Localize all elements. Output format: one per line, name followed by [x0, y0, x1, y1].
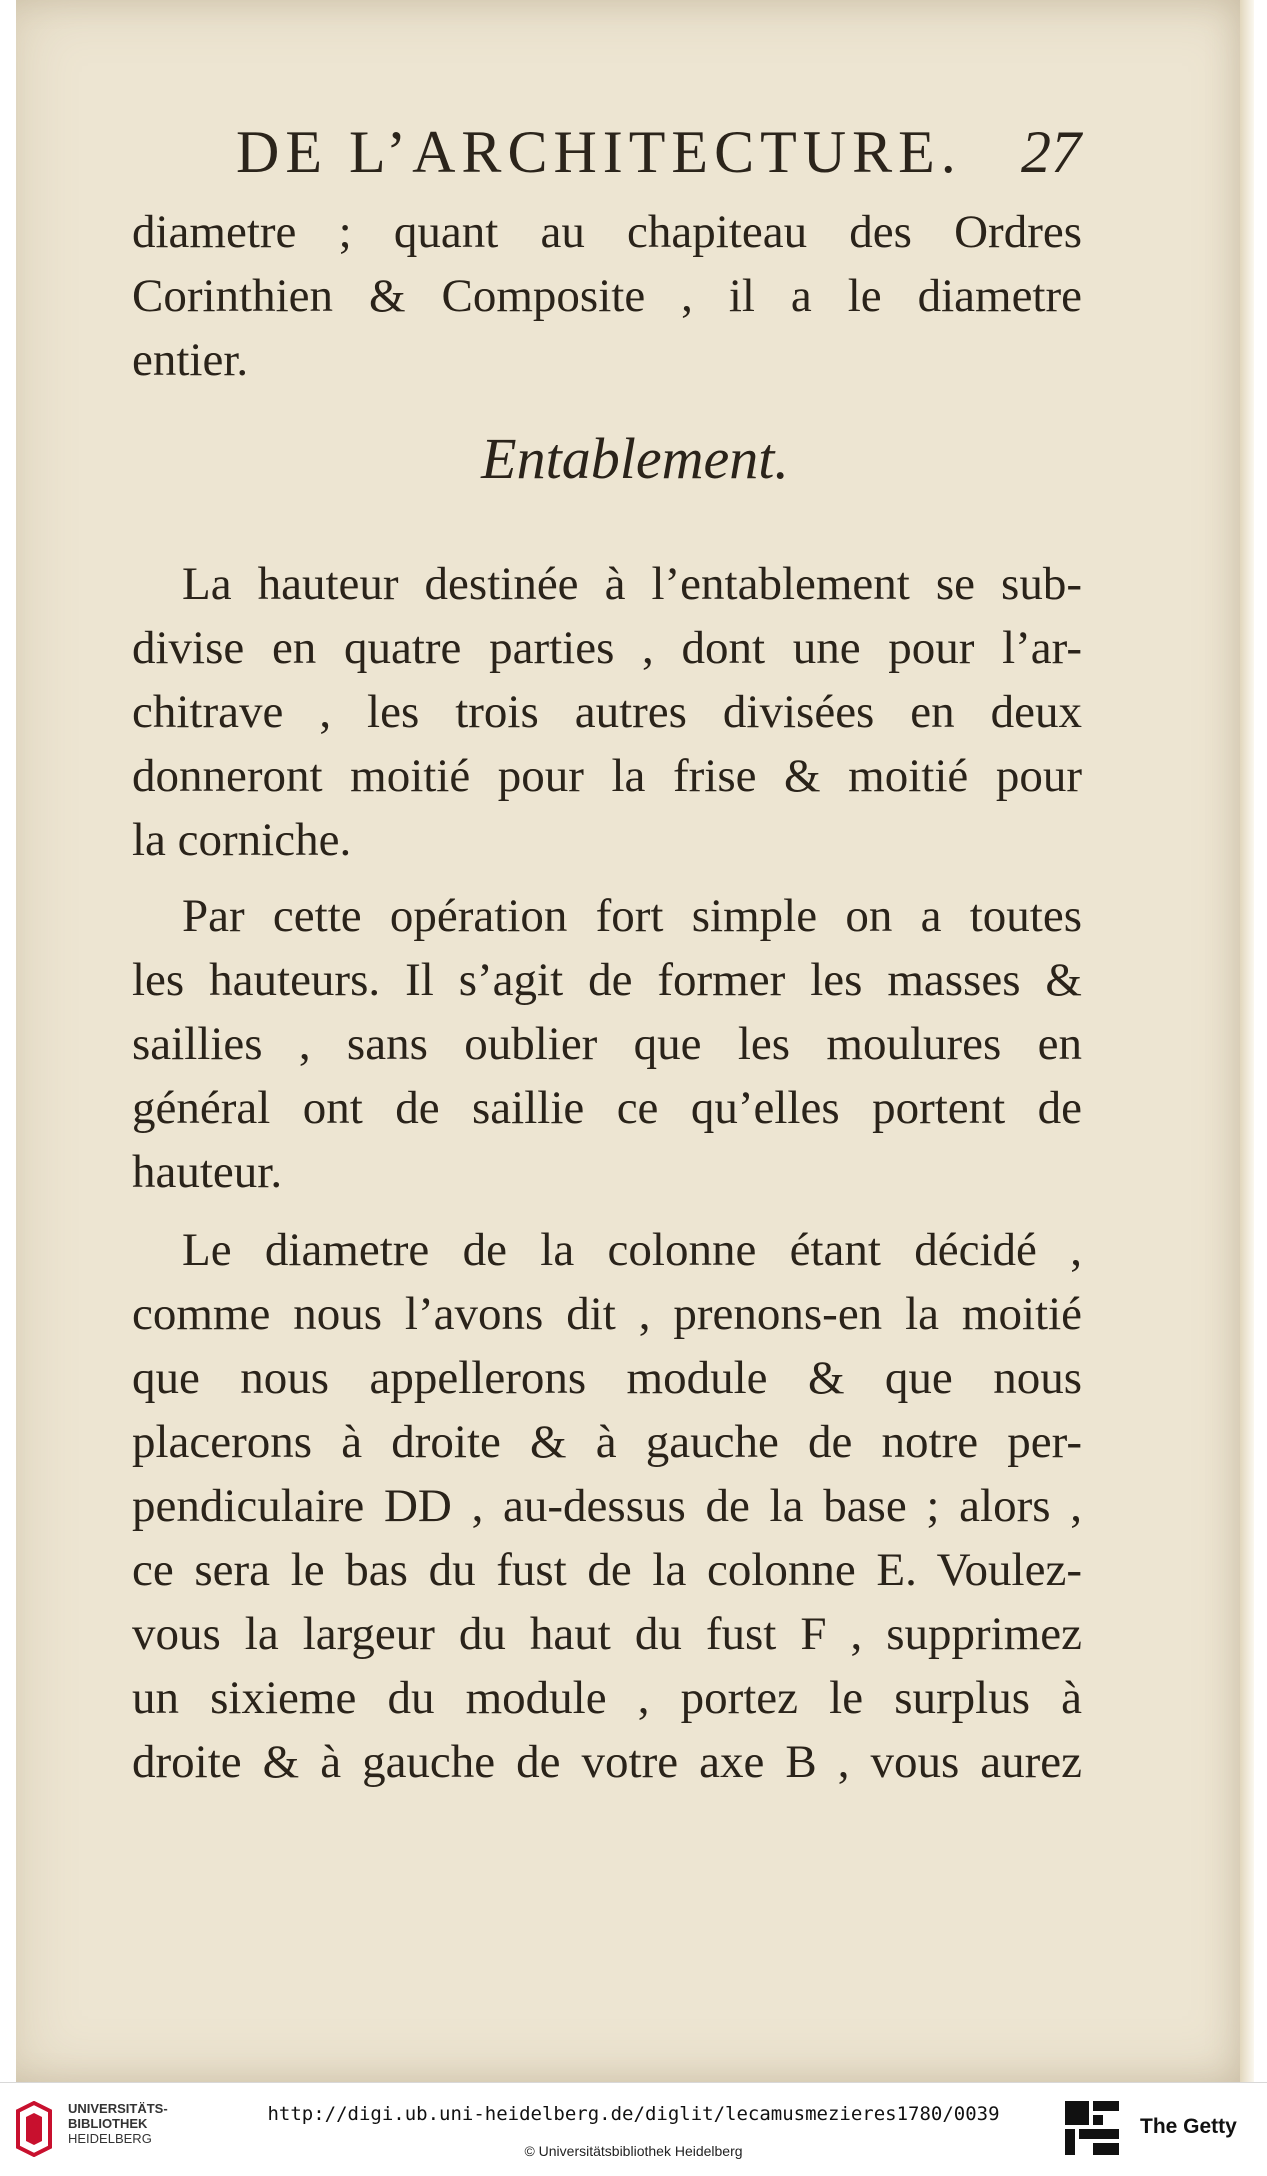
partner-name: The Getty — [1140, 2115, 1237, 2138]
text-line: Le diametre de la colonne étant décidé , — [182, 1224, 1082, 1276]
text-line: comme nous l’avons dit , prenons-en la moitié — [132, 1288, 1082, 1340]
paragraph-2 — [132, 884, 1082, 1204]
getty-logo-icon — [1063, 2099, 1121, 2159]
text-line: donneront moitié pour la frise & moitié pour — [132, 750, 1082, 802]
text-line: un sixieme du module , portez le surplus à — [132, 1672, 1082, 1724]
intro-paragraph — [132, 200, 1082, 392]
text-line: droite & à gauche de votre axe B , vous aurez — [132, 1736, 1082, 1788]
paragraph-1 — [132, 552, 1082, 872]
text-line: général ont de saillie ce qu’elles portent de — [132, 1082, 1082, 1134]
text-line: Par cette opération fort simple on a toutes — [182, 890, 1082, 942]
text-line: hauteur. — [132, 1146, 283, 1198]
text-line: chitrave , les trois autres divisées en deux — [132, 686, 1082, 738]
text-line: que nous appellerons module & que nous — [132, 1352, 1082, 1404]
footer-bar — [0, 2082, 1267, 2176]
page-number: 27 — [1021, 119, 1081, 185]
text-line: saillies , sans oublier que les moulures en — [132, 1018, 1082, 1070]
text-line: vous la largeur du haut du fust F , supprimez — [132, 1608, 1082, 1660]
text-line: pendiculaire DD , au-dessus de la base ; alors , — [132, 1480, 1082, 1532]
text-line: entier. — [132, 334, 249, 386]
book-page — [16, 0, 1254, 2082]
text-line: Corinthien & Composite , il a le diametre — [132, 270, 1082, 322]
text-line: La hauteur destinée à l’entablement se sub- — [182, 558, 1082, 610]
text-line: ce sera le bas du fust de la colonne E. Voulez- — [132, 1544, 1082, 1596]
section-title: Entablement. — [481, 426, 789, 491]
library-name: UNIVERSITÄTS- BIBLIOTHEK HEIDELBERG — [68, 2101, 168, 2146]
text-line: diametre ; quant au chapiteau des Ordres — [132, 206, 1082, 258]
permalink-url[interactable]: http://digi.ub.uni-heidelberg.de/diglit/lecamusmezieres1780/0039 — [267, 2103, 1000, 2125]
running-title: DE L’ARCHITECTURE. — [236, 119, 962, 185]
text-line: les hauteurs. Il s’agit de former les masses & — [132, 954, 1082, 1006]
page-edge — [1240, 0, 1254, 2082]
text-line: divise en quatre parties , dont une pour l’ar- — [132, 622, 1082, 674]
copyright-notice: © Universitätsbibliothek Heidelberg — [524, 2143, 743, 2159]
paragraph-3 — [132, 1218, 1082, 1794]
text-line: placerons à droite & à gauche de notre per- — [132, 1416, 1082, 1468]
text-line: la corniche. — [132, 814, 352, 866]
